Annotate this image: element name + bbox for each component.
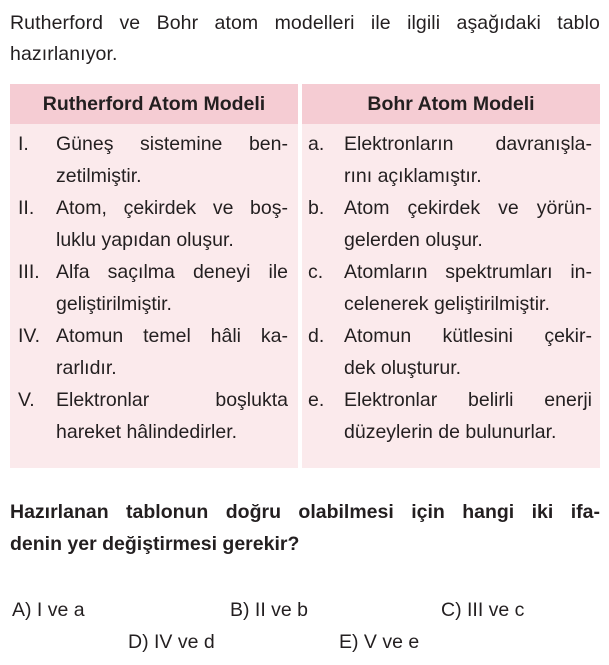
item-letter: e.: [308, 389, 325, 411]
item-number: IV.: [18, 325, 41, 347]
item-line: celenerek geliştirilmiştir.: [344, 293, 550, 315]
option-d[interactable]: D) IV ve d: [128, 631, 215, 653]
item-text: [344, 128, 592, 192]
option-a[interactable]: A) I ve a: [12, 599, 85, 621]
intro-line-2: hazırlanıyor.: [10, 43, 118, 65]
item-line: rarlıdır.: [56, 357, 117, 379]
item-letter: c.: [308, 261, 324, 283]
item-line: Atom, çekirdek ve boş-: [56, 197, 288, 219]
question-line-1: Hazırlanan tablonun doğru olabilmesi için hangi iki ifa-: [10, 501, 600, 523]
comparison-table: [10, 84, 600, 468]
item-line: hareket hâlindedirler.: [56, 421, 238, 443]
header-rutherford: Rutherford Atom Modeli: [10, 84, 298, 124]
item-line: gelerden oluşur.: [344, 229, 483, 251]
item-line: Atomun temel hâli ka-: [56, 325, 288, 347]
item-letter: a.: [308, 133, 325, 155]
item-text: [56, 320, 288, 384]
item-text: [56, 256, 288, 320]
item-text: [344, 192, 592, 256]
intro-line-1: Rutherford ve Bohr atom modelleri ile ilgili aşağıdaki tablo: [10, 12, 600, 34]
item-text: [56, 128, 288, 192]
question-text: [10, 496, 600, 560]
item-letter: d.: [308, 325, 325, 347]
item-line: Elektronlar boşlukta: [56, 389, 288, 411]
item-line: luklu yapıdan oluşur.: [56, 229, 234, 251]
item-line: düzeylerin de bulunurlar.: [344, 421, 557, 443]
item-line: dek oluşturur.: [344, 357, 462, 379]
item-line: zetilmiştir.: [56, 165, 142, 187]
option-c[interactable]: C) III ve c: [441, 599, 525, 621]
item-text: [56, 384, 288, 448]
table-row: [10, 128, 600, 192]
item-line: Elektronlar belirli enerji: [344, 389, 592, 411]
item-line: geliştirilmiştir.: [56, 293, 172, 315]
intro-text: [10, 8, 600, 70]
item-line: Elektronların davranışla-: [344, 133, 592, 155]
item-number: II.: [18, 197, 35, 219]
item-number: III.: [18, 261, 40, 283]
item-text: [344, 384, 592, 448]
item-number: I.: [18, 133, 29, 155]
item-text: [56, 192, 288, 256]
option-e[interactable]: E) V ve e: [339, 631, 420, 653]
item-number: V.: [18, 389, 35, 411]
table-row: [10, 320, 600, 384]
option-b[interactable]: B) II ve b: [230, 599, 309, 621]
item-line: Atom çekirdek ve yörün-: [344, 197, 592, 219]
item-line: Atomun kütlesini çekir-: [344, 325, 592, 347]
item-text: [344, 320, 592, 384]
question-line-2: denin yer değiştirmesi gerekir?: [10, 533, 300, 555]
item-line: rını açıklamıştır.: [344, 165, 482, 187]
header-bohr: Bohr Atom Modeli: [302, 84, 600, 124]
item-line: Atomların spektrumları in-: [344, 261, 592, 283]
table-row: [10, 384, 600, 448]
item-letter: b.: [308, 197, 325, 219]
item-line: Alfa saçılma deneyi ile: [56, 261, 288, 283]
table-row: [10, 256, 600, 320]
item-line: Güneş sistemine ben-: [56, 133, 288, 155]
item-text: [344, 256, 592, 320]
table-row: [10, 192, 600, 256]
